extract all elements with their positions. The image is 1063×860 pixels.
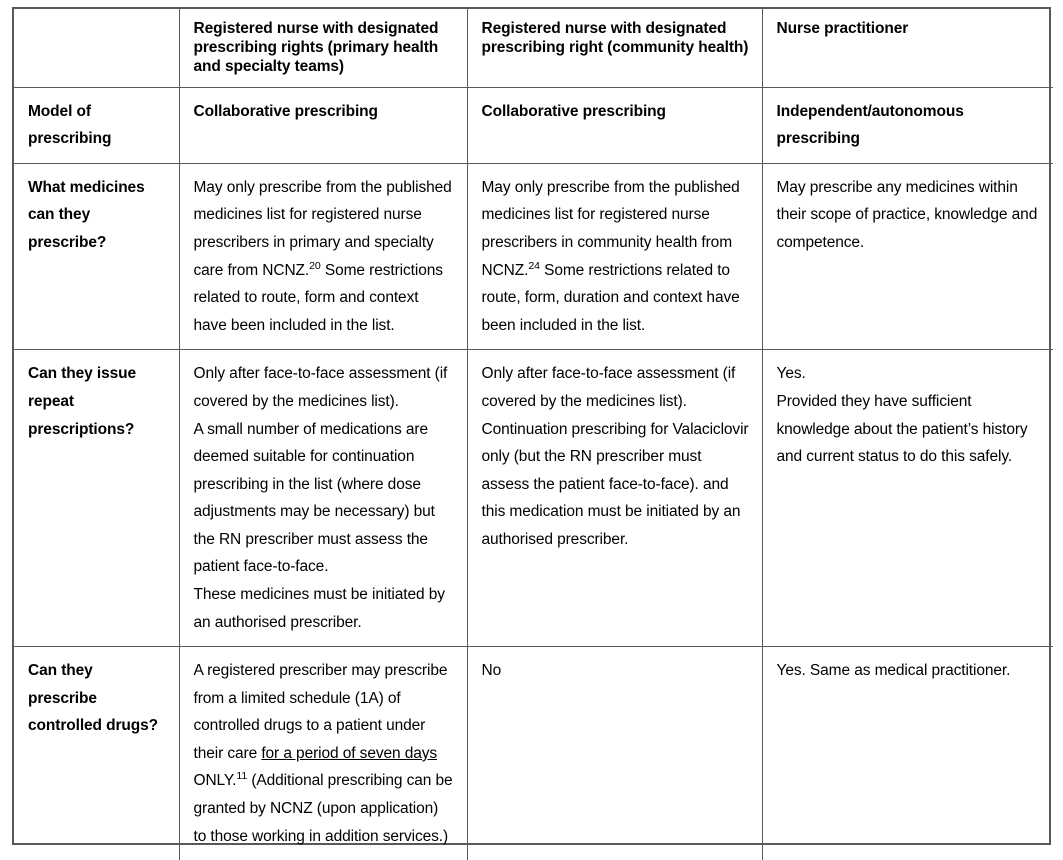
cell-medicines-nurse-practitioner: May prescribe any medicines within their scope of practice, knowledge and competence. <box>762 163 1053 349</box>
underlined-text: for a period of seven days <box>261 744 438 762</box>
cell-repeat-nurse-practitioner <box>762 350 1053 647</box>
row-label-what-medicines: What medicines can they prescribe? <box>14 163 179 349</box>
header-cell-rn-community: Registered nurse with designated prescribing right (community health) <box>467 9 762 87</box>
paragraph: Only after face-to-face assessment (if covered by the medicines list). <box>193 365 448 410</box>
paragraph: Provided they have sufficient knowledge about the patient’s history and current status to do this safely. <box>776 392 1028 466</box>
text-segment: (Additional prescribing can be granted by NCNZ (upon application) to those working in addition services.) <box>193 772 453 845</box>
text-segment: May only prescribe from the published medicines list for registered nurse prescribers in community health from NCNZ. <box>481 178 740 279</box>
row-label-controlled-drugs: Can they prescribe controlled drugs? <box>14 647 179 860</box>
paragraph: These medicines must be initiated by an authorised prescriber. <box>193 585 445 631</box>
comparison-table-container <box>12 7 1051 845</box>
paragraph <box>194 657 454 850</box>
cell-model-rn-primary: Collaborative prescribing <box>179 87 467 163</box>
row-label-repeat-prescriptions: Can they issue repeat prescriptions? <box>14 350 179 647</box>
row-label-model-of-prescribing: Model of prescribing <box>14 87 179 163</box>
paragraph: Continuation prescribing for Valaciclovir only (but the RN prescriber must assess the patient face-to-face). and this medication must be initiated by an authorised prescriber. <box>481 420 749 548</box>
text-segment: ONLY. <box>193 772 237 790</box>
table-header-row <box>14 9 1053 87</box>
footnote-ref: 24 <box>528 259 540 272</box>
cell-controlled-rn-community: No <box>467 647 762 860</box>
paragraph <box>194 174 454 339</box>
cell-model-nurse-practitioner: Independent/autonomous prescribing <box>762 87 1053 163</box>
text-segment: Some restrictions related to route, form, duration and context have been included in the list. <box>481 261 740 334</box>
prescribing-comparison-table <box>14 9 1053 860</box>
cell-model-rn-community: Collaborative prescribing <box>467 87 762 163</box>
paragraph: A small number of medications are deemed suitable for continuation prescribing in the list (where dose adjustments may be necessary) but the RN prescriber must assess the patient face-to-face. <box>193 420 435 576</box>
cell-medicines-rn-primary <box>179 163 467 349</box>
table-row <box>14 87 1053 163</box>
table-row <box>14 163 1053 349</box>
cell-controlled-rn-primary <box>179 647 467 860</box>
footnote-ref: 20 <box>309 259 321 272</box>
table-row <box>14 647 1053 860</box>
cell-medicines-rn-community <box>467 163 762 349</box>
cell-repeat-rn-primary <box>179 350 467 647</box>
table-row <box>14 350 1053 647</box>
paragraph: Only after face-to-face assessment (if covered by the medicines list). <box>481 365 736 410</box>
header-cell-rn-primary: Registered nurse with designated prescribing rights (primary health and specialty teams) <box>179 9 467 87</box>
text-segment: May only prescribe from the published medicines list for registered nurse prescribers in primary and specialty care from NCNZ. <box>193 178 452 279</box>
cell-repeat-rn-community <box>467 350 762 647</box>
cell-controlled-nurse-practitioner: Yes. Same as medical practitioner. <box>776 662 1011 680</box>
paragraph <box>482 174 749 339</box>
header-cell-blank <box>14 9 179 87</box>
text-segment: Some restrictions related to route, form and context have been included in the list. <box>193 261 443 334</box>
text-segment: A registered prescriber may prescribe from a limited schedule (1A) of controlled drugs to a patient under their care <box>193 662 448 762</box>
footnote-ref: 11 <box>236 770 248 783</box>
paragraph: Yes. <box>776 365 806 383</box>
header-cell-nurse-practitioner: Nurse practitioner <box>762 9 1053 87</box>
